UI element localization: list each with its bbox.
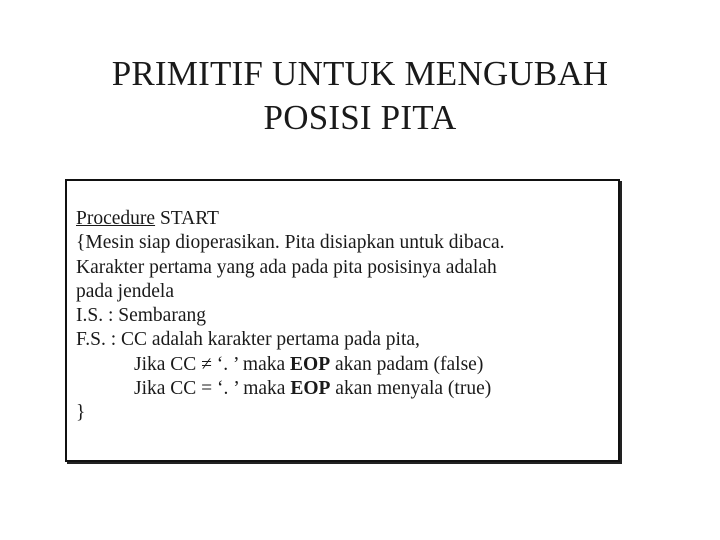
condition-2-post: akan menyala (true) bbox=[330, 378, 492, 400]
condition-2-pre: Jika CC = ‘. ’ maka bbox=[134, 378, 291, 400]
title-line-2: POSISI PITA bbox=[263, 98, 457, 137]
condition-line-1 bbox=[76, 353, 505, 377]
initial-state-line: I.S. : Sembarang bbox=[76, 305, 206, 327]
condition-1-post: akan padam (false) bbox=[330, 353, 484, 375]
title-line-1: PRIMITIF UNTUK MENGUBAH bbox=[111, 54, 609, 93]
final-state-line: F.S. : CC adalah karakter pertama pada pita, bbox=[76, 329, 420, 351]
close-brace: } bbox=[76, 402, 86, 424]
condition-1-pre: Jika CC ≠ ‘. ’ maka bbox=[134, 353, 291, 375]
procedure-box bbox=[65, 179, 620, 462]
comment-line-3: pada jendela bbox=[76, 280, 174, 302]
condition-1-eop: EOP bbox=[290, 353, 331, 375]
procedure-header bbox=[76, 207, 505, 231]
comment-line-2: Karakter pertama yang ada pada pita posisinya adalah bbox=[76, 256, 497, 278]
procedure-text bbox=[76, 207, 505, 426]
procedure-name: START bbox=[155, 208, 219, 229]
comment-line-1: {Mesin siap dioperasikan. Pita disiapkan untuk dibaca. bbox=[76, 232, 505, 254]
procedure-keyword: Procedure bbox=[76, 208, 156, 229]
condition-2-eop: EOP bbox=[290, 378, 331, 400]
condition-line-2 bbox=[76, 377, 505, 401]
slide-title bbox=[0, 52, 720, 140]
